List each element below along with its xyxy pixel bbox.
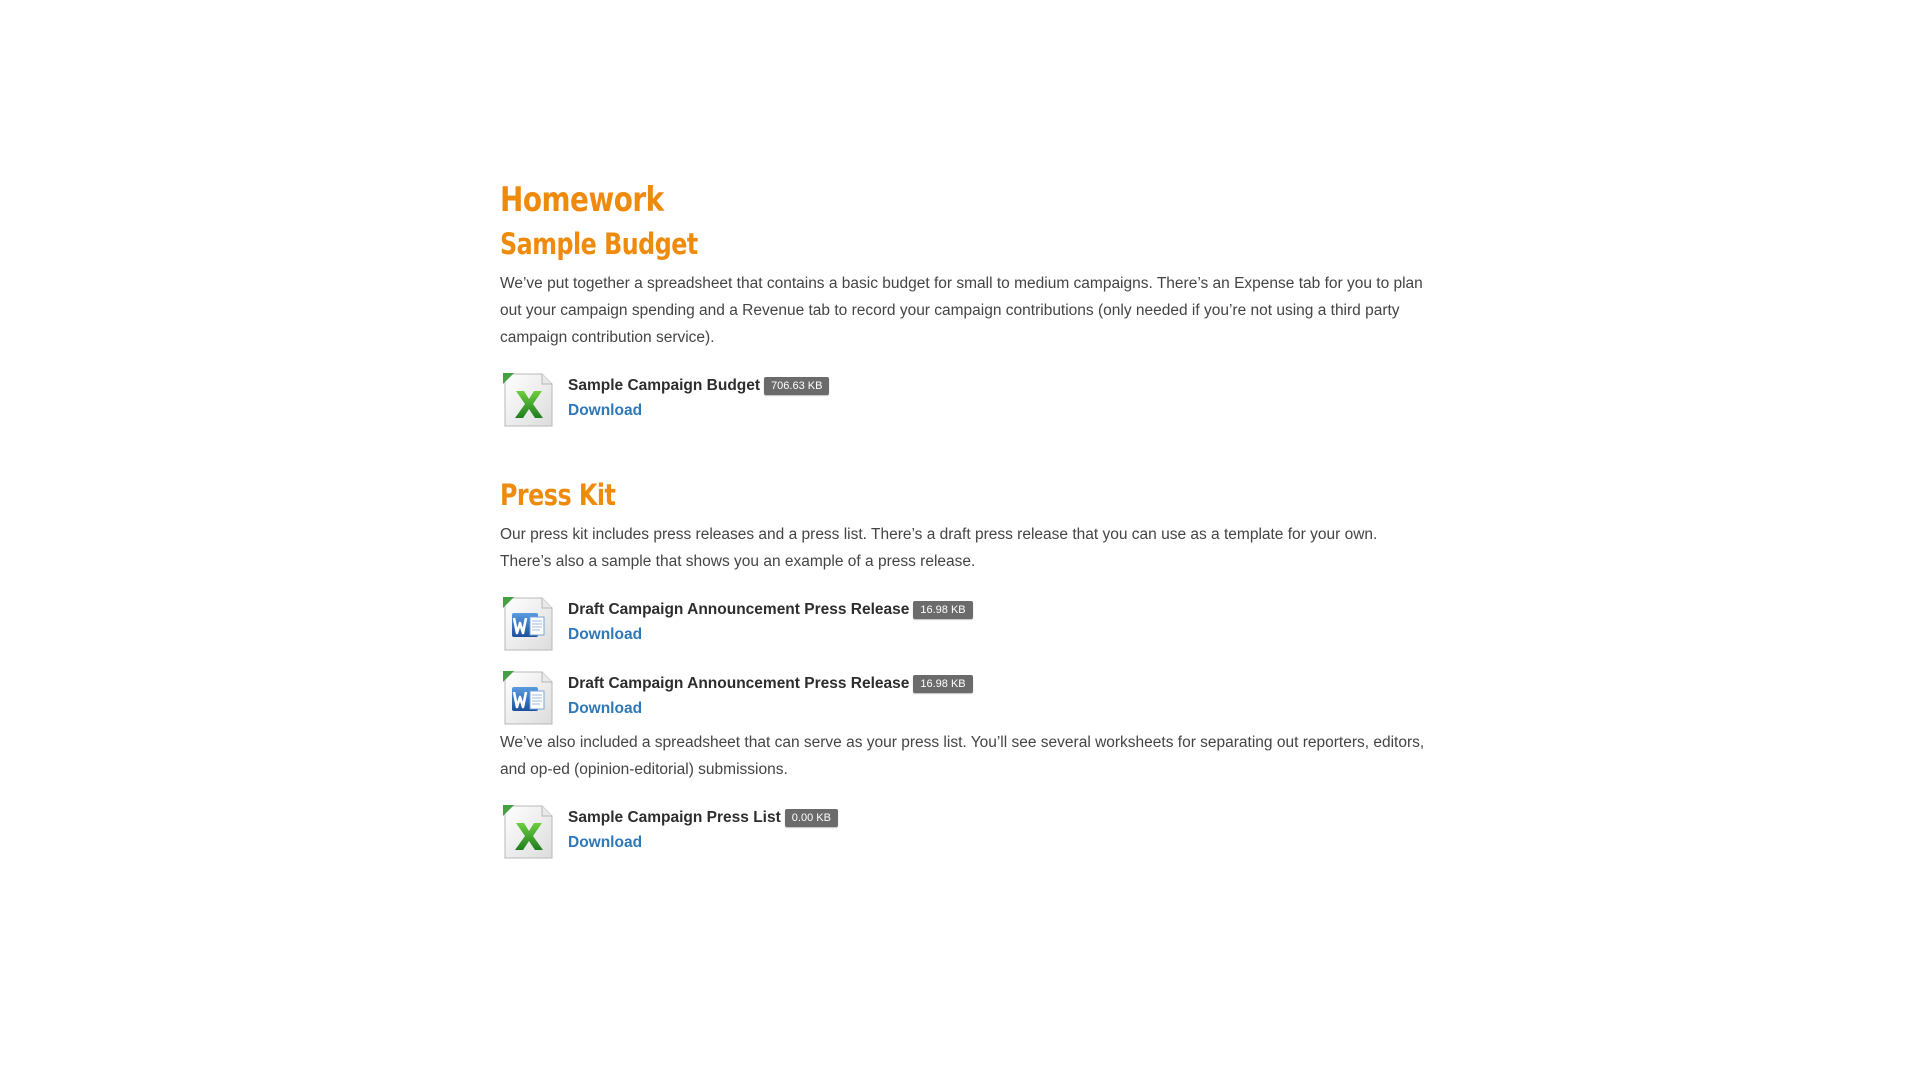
- download-link[interactable]: Download: [568, 700, 643, 717]
- section-heading-press-kit: Press Kit: [500, 478, 616, 512]
- file-title-row: [568, 597, 973, 623]
- file-size-badge: 16.98 KB: [913, 601, 972, 619]
- file-title-row: [568, 671, 973, 697]
- press-list-file-list: [500, 803, 1430, 865]
- section-heading-sample-budget: Sample Budget: [500, 227, 698, 261]
- file-size-badge: 0.00 KB: [785, 809, 838, 827]
- file-title: Sample Campaign Press List: [568, 809, 781, 826]
- download-link[interactable]: Download: [568, 834, 643, 851]
- budget-description: We’ve put together a spreadsheet that contains a basic budget for small to medium campaigns. There’s an Expense tab for you to plan out your campaign spending and a Revenue tab to record your campaign contributions (only needed if you’re not using a third party campaign contribution service).: [500, 275, 1423, 346]
- file-item: [500, 595, 1430, 657]
- file-item: [500, 669, 1430, 731]
- download-link[interactable]: Download: [568, 626, 643, 643]
- file-title-row: [568, 373, 829, 399]
- excel-file-icon: [500, 803, 556, 861]
- press-release-file-list: [500, 595, 1430, 731]
- file-size-badge: 706.63 KB: [764, 377, 829, 395]
- excel-file-icon: [500, 371, 556, 429]
- file-item: [500, 803, 1430, 865]
- press-list-description: We’ve also included a spreadsheet that can serve as your press list. You’ll see several worksheets for separating out reporters, editors, and op-ed (opinion-editorial) submissions.: [500, 734, 1425, 778]
- page-title: Homework: [500, 180, 664, 220]
- file-title: Sample Campaign Budget: [568, 377, 761, 394]
- file-item: [500, 371, 1430, 433]
- file-size-badge: 16.98 KB: [913, 675, 972, 693]
- file-title: Draft Campaign Announcement Press Release: [568, 601, 910, 618]
- word-file-icon: [500, 669, 556, 727]
- file-info: [568, 595, 973, 647]
- download-link[interactable]: Download: [568, 402, 643, 419]
- word-file-icon: [500, 595, 556, 653]
- file-title-row: [568, 805, 838, 831]
- press-kit-description: Our press kit includes press releases and a press list. There’s a draft press release that you can use as a template for your own. There’s also a sample that shows you an example of a press release.: [500, 526, 1378, 570]
- file-info: [568, 803, 838, 855]
- budget-file-list: [500, 371, 1430, 433]
- file-info: [568, 371, 829, 423]
- file-info: [568, 669, 973, 721]
- file-title: Draft Campaign Announcement Press Release: [568, 675, 910, 692]
- main-content: [500, 176, 1430, 877]
